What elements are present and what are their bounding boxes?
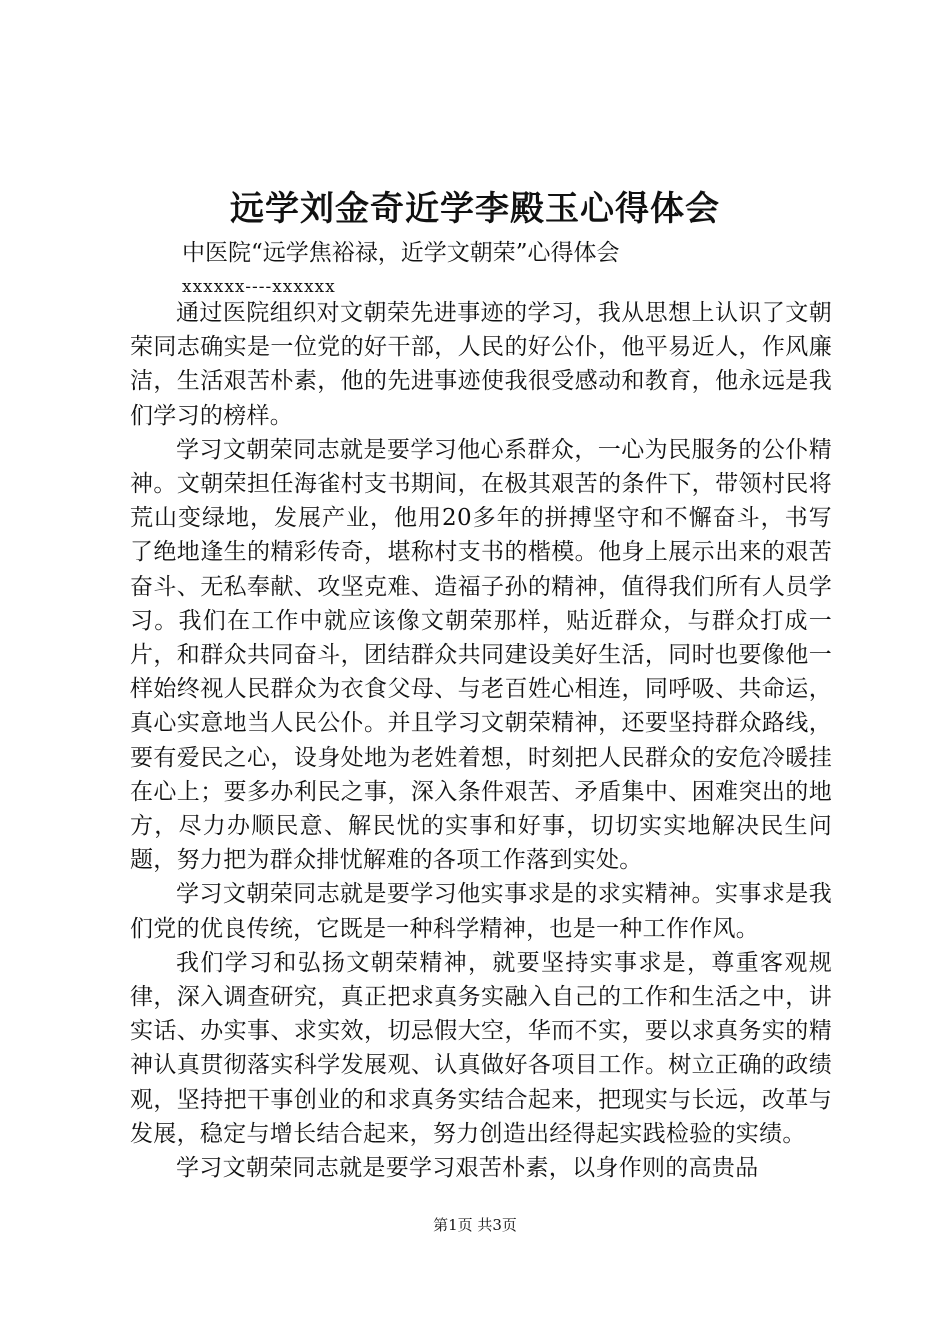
body-paragraph: 我们学习和弘扬文朝荣精神，就要坚持实事求是，尊重客观规律，深入调查研究，真正把求真务实融入自己的工作和生活之中，讲实话、办实事、求实效，切忌假大空，华而不实，要以求真务实的精神认真贯彻落实科学发展观、认真做好各项目工作。树立正确的政绩观，坚持把干事创业的和求真务实结合起来，把现实与长远，改革与发展，稳定与增长结合起来，努力创造出经得起实践检验的实绩。: [130, 949, 832, 1147]
document-subtitle: 中医院“远学焦裕禄，近学文朝荣”心得体会: [182, 240, 620, 266]
page-number-footer: 第1页 共3页: [433, 1216, 517, 1234]
body-paragraph: 学习文朝荣同志就是要学习他实事求是的求实精神。实事求是我们党的优良传统，它既是一种科学精神，也是一种工作作风。: [130, 881, 832, 942]
document-author: xxxxxx----xxxxxx: [182, 277, 336, 297]
document-title: 远学刘金奇近学李殿玉心得体会: [230, 189, 720, 229]
body-paragraph: 通过医院组织对文朝荣先进事迹的学习，我从思想上认识了文朝荣同志确实是一位党的好干部，人民的好公仆，他平易近人，作风廉洁，生活艰苦朴素，他的先进事迹使我很受感动和教育，他永远是我们学习的榜样。: [130, 300, 832, 429]
document-body: [130, 296, 832, 1185]
body-paragraph: 学习文朝荣同志就是要学习他心系群众，一心为民服务的公仆精神。文朝荣担任海雀村支书期间，在极其艰苦的条件下，带领村民将荒山变绿地，发展产业，他用20多年的拼搏坚守和不懈奋斗，书写了绝地逢生的精彩传奇，堪称村支书的楷模。他身上展示出来的艰苦奋斗、无私奉献、攻坚克难、造福子孙的精神，值得我们所有人员学习。我们在工作中就应该像文朝荣那样，贴近群众，与群众打成一片，和群众共同奋斗，团结群众共同建设美好生活，同时也要像他一样始终视人民群众为衣食父母、与老百姓心相连，同呼吸、共命运，真心实意地当人民公仆。并且学习文朝荣精神，还要坚持群众路线，要有爱民之心，设身处地为老姓着想，时刻把人民群众的安危冷暖挂在心上；要多办利民之事，深入条件艰苦、矛盾集中、困难突出的地方，尽力办顺民意、解民忧的实事和好事，切切实实地解决民生问题，努力把为群众排忧解难的各项工作落到实处。: [130, 436, 832, 874]
body-paragraph: 学习文朝荣同志就是要学习艰苦朴素，以身作则的高贵品: [176, 1155, 759, 1182]
